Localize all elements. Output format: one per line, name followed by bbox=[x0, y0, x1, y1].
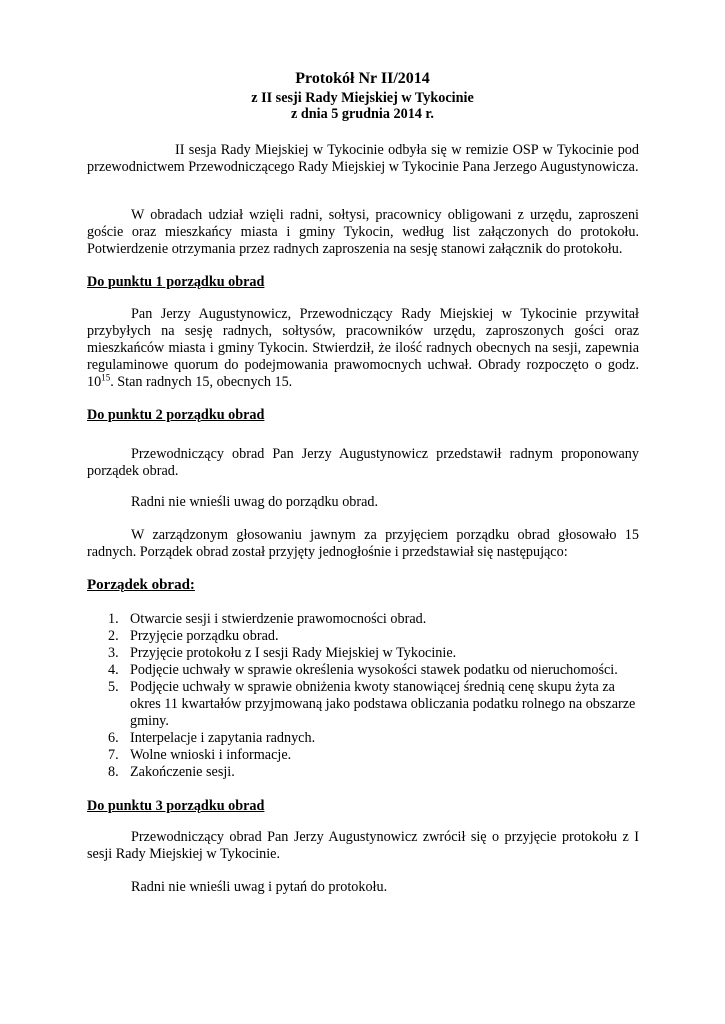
list-item bbox=[87, 628, 647, 645]
point-1-heading: Do punktu 1 porządku obrad bbox=[87, 274, 265, 290]
document-title: Protokół Nr II/2014 bbox=[295, 70, 430, 87]
list-item-number: 5. bbox=[108, 679, 119, 695]
list-item bbox=[87, 764, 647, 781]
list-item-text: Podjęcie uchwały w sprawie określenia wysokości stawek podatku od nieruchomości. bbox=[130, 662, 618, 678]
point-2-paragraph-2: Radni nie wnieśli uwag do porządku obrad. bbox=[131, 494, 379, 510]
point-3-paragraph-2: Radni nie wnieśli uwag i pytań do protokołu. bbox=[131, 879, 388, 895]
list-item-text: Przyjęcie porządku obrad. bbox=[130, 628, 279, 644]
point-1-text-after: . Stan radnych 15, obecnych 15. bbox=[110, 374, 293, 390]
intro-paragraph-2: W obradach udział wzięli radni, sołtysi, pracownicy obligowani z urzędu, zaproszeni goście oraz mieszkańcy miasta i gminy Tykocin, według list załączonych do protokołu. Potwierdzenie otrzymania przez radnych zaproszenia na sesję stanowi załącznik do protokołu. bbox=[87, 207, 639, 257]
list-item-number: 3. bbox=[108, 645, 119, 661]
list-item bbox=[87, 611, 647, 628]
list-item-number: 7. bbox=[108, 747, 119, 763]
list-item bbox=[87, 645, 647, 662]
document-date: z dnia 5 grudnia 2014 r. bbox=[291, 106, 434, 122]
list-item-text: Interpelacje i zapytania radnych. bbox=[130, 730, 316, 746]
agenda-heading: Porządek obrad: bbox=[87, 577, 195, 593]
document-subtitle: z II sesji Rady Miejskiej w Tykocinie bbox=[251, 90, 474, 106]
list-item-number: 1. bbox=[108, 611, 119, 627]
point-1-text-before: Pan Jerzy Augustynowicz, Przewodniczący Rady Miejskiej w Tykocinie przywitał przybyłych na sesję radnych, sołtysów, pracowników urzędu, zaproszonych gości oraz mieszkańców miasta i gminy Tykocin. Stwierdził, że ilość radnych obecnych na sesji, zapewnia regulaminowe quorum do podejmowania prawomocnych uchwał. Obrady rozpoczęto o godz. 10 bbox=[87, 306, 639, 390]
agenda-list bbox=[87, 611, 647, 781]
list-item-text: Przyjęcie protokołu z I sesji Rady Miejskiej w Tykocinie. bbox=[130, 645, 457, 661]
point-1-time-superscript: 15 bbox=[101, 372, 111, 383]
list-item-number: 4. bbox=[108, 662, 119, 678]
point-3-paragraph-1: Przewodniczący obrad Pan Jerzy Augustynowicz zwrócił się o przyjęcie protokołu z I sesji Rady Miejskiej w Tykocinie. bbox=[87, 829, 639, 862]
point-2-paragraph-3: W zarządzonym głosowaniu jawnym za przyjęciem porządku obrad głosowało 15 radnych. Porządek obrad został przyjęty jednogłośnie i przedstawiał się następująco: bbox=[87, 527, 639, 560]
list-item-text: Zakończenie sesji. bbox=[130, 764, 235, 780]
list-item-text: Wolne wnioski i informacje. bbox=[130, 747, 292, 763]
list-item bbox=[87, 730, 647, 747]
point-2-heading: Do punktu 2 porządku obrad bbox=[87, 407, 265, 423]
list-item-number: 8. bbox=[108, 764, 119, 780]
list-item bbox=[87, 679, 647, 730]
point-1-paragraph bbox=[87, 306, 639, 391]
list-item-number: 6. bbox=[108, 730, 119, 746]
list-item bbox=[87, 747, 647, 764]
list-item bbox=[87, 662, 647, 679]
intro-paragraph-1: II sesja Rady Miejskiej w Tykocinie odbyła się w remizie OSP w Tykocinie pod przewodnictwem Przewodniczącego Rady Miejskiej w Tykocinie Pana Jerzego Augustynowicza. bbox=[87, 142, 639, 175]
point-3-heading: Do punktu 3 porządku obrad bbox=[87, 798, 265, 814]
list-item-text: Podjęcie uchwały w sprawie obniżenia kwoty stanowiącej średnią cenę skupu żyta za okres 11 kwartałów przyjmowaną jako podstawa obliczania podatku rolnego na obszarze gminy. bbox=[130, 679, 636, 729]
list-item-number: 2. bbox=[108, 628, 119, 644]
point-2-paragraph-1: Przewodniczący obrad Pan Jerzy Augustynowicz przedstawił radnym proponowany porządek obrad. bbox=[87, 446, 639, 479]
list-item-text: Otwarcie sesji i stwierdzenie prawomocności obrad. bbox=[130, 611, 427, 627]
